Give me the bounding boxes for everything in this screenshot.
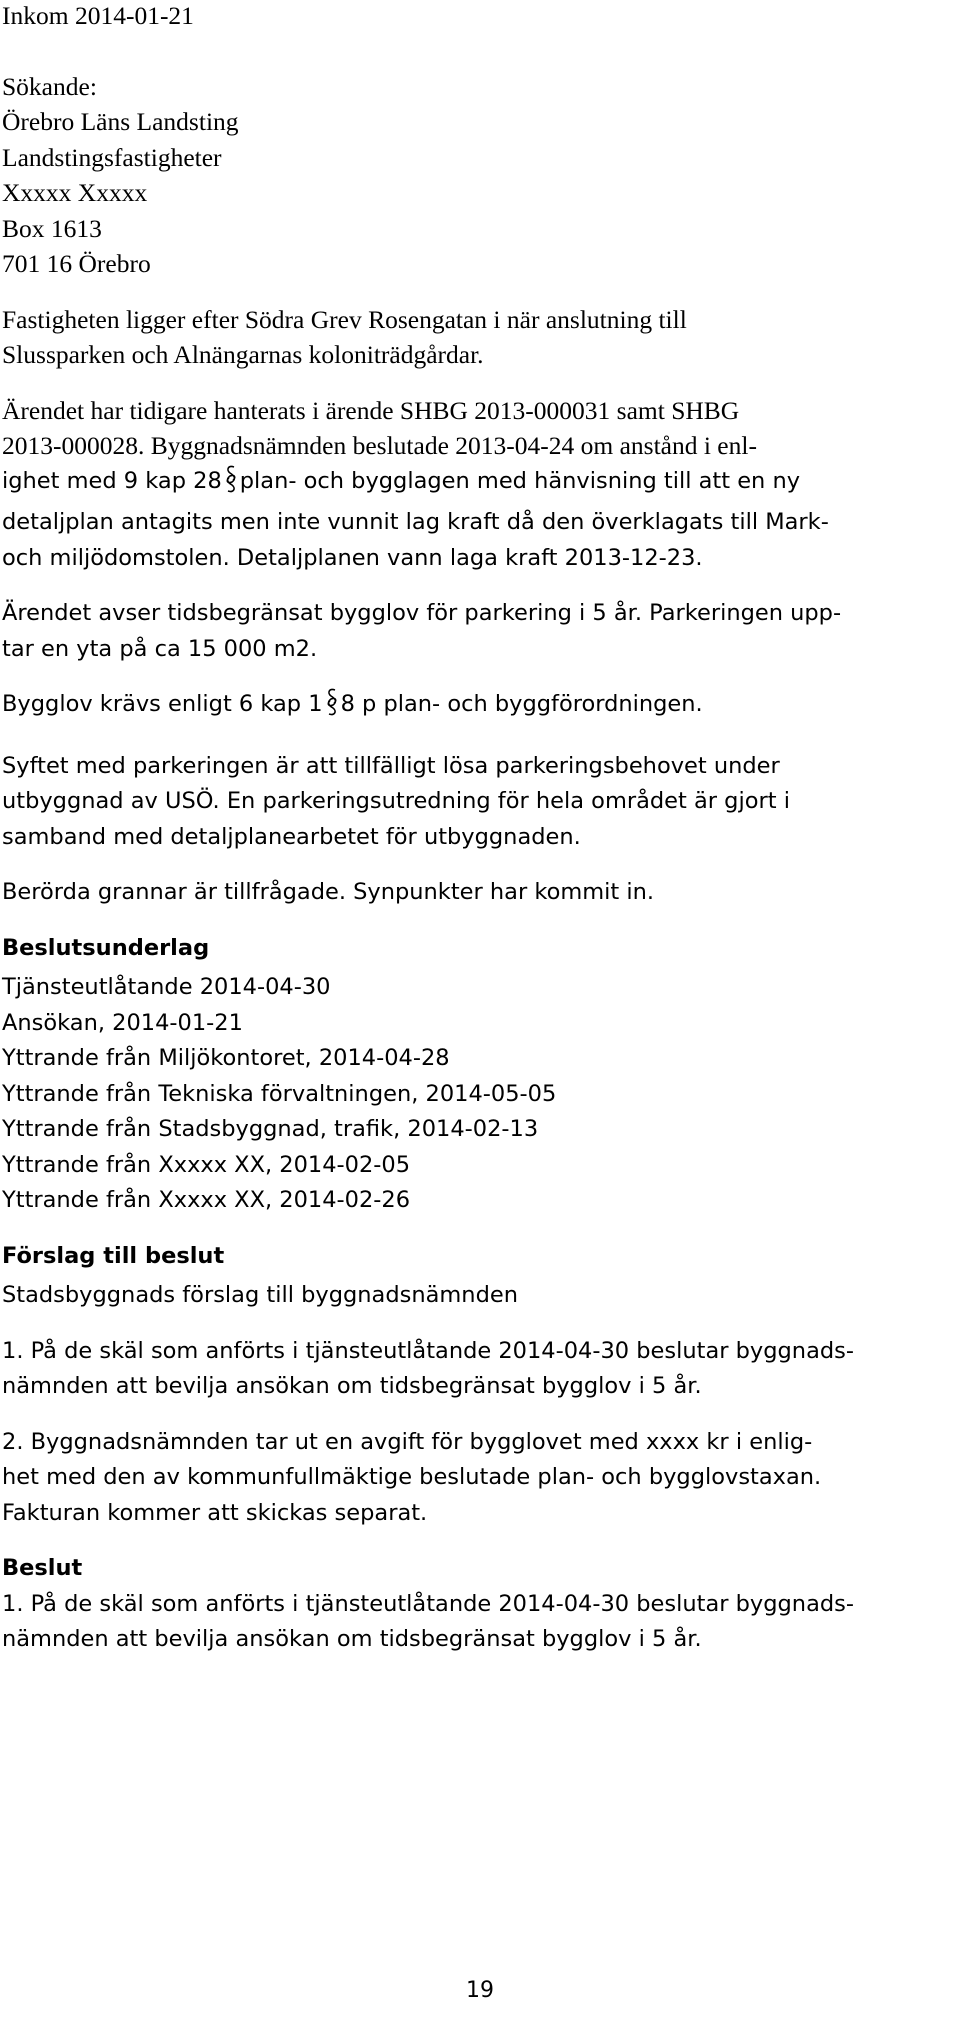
decision-item-line: 1. På de skäl som anförts i tjänsteutlåtande 2014-04-30 beslutar byggnads- xyxy=(2,1590,854,1617)
proposal-item-line: 1. På de skäl som anförts i tjänsteutlåtande 2014-04-30 beslutar byggnads- xyxy=(2,1337,854,1364)
applicant-line: Box 1613 xyxy=(2,213,102,243)
location-line: Slussparken och Alnängarnas koloniträdgårdar. xyxy=(2,340,484,369)
proposal-subheading: Stadsbyggnads förslag till byggnadsnämnden xyxy=(2,1282,518,1308)
scope-line: Ärendet avser tidsbegränsat bygglov för parkering i 5 år. Parkeringen upp- xyxy=(2,600,842,626)
permit-text: Bygglov krävs enligt 6 kap 1 xyxy=(2,691,323,717)
purpose-paragraph xyxy=(2,749,952,856)
location-line: Fastigheten ligger efter Södra Grev Rosengatan i när anslutning till xyxy=(2,304,687,334)
applicant-line: 701 16 Örebro xyxy=(2,249,151,278)
applicant-block xyxy=(2,69,952,282)
basis-item: Yttrande från Xxxxx XX, 2014-02-05 xyxy=(2,1151,411,1178)
applicant-label: Sökande: xyxy=(2,71,97,101)
section-sign-icon xyxy=(224,464,238,506)
basis-item: Yttrande från Tekniska förvaltningen, 2014-05-05 xyxy=(2,1080,557,1107)
proposal-item-line: 2. Byggnadsnämnden tar ut en avgift för bygglovet med xxxx kr i enlig- xyxy=(2,1428,813,1455)
purpose-line: Syftet med parkeringen är att tillfälligt lösa parkeringsbehovet under xyxy=(2,752,780,779)
location-paragraph xyxy=(2,302,952,373)
applicant-line: Örebro Läns Landsting xyxy=(2,107,239,136)
permit-text: 8 p plan- och byggförordningen. xyxy=(340,691,703,717)
section-sign-icon xyxy=(325,687,339,729)
basis-item: Tjänsteutlåtande 2014-04-30 xyxy=(2,974,331,1000)
history-line: Ärendet har tidigare hanterats i ärende SHBG 2013-000031 samt SHBG xyxy=(2,395,740,425)
page-number: 19 xyxy=(466,1978,494,2003)
purpose-line: samband med detaljplanearbetet för utbyggnaden. xyxy=(2,823,581,850)
permit-paragraph xyxy=(2,687,952,729)
scope-paragraph xyxy=(2,596,952,667)
history-line: detaljplan antagits men inte vunnit lag kraft då den överklagats till Mark- xyxy=(2,509,829,535)
proposal-item-line: Fakturan kommer att skickas separat. xyxy=(2,1499,428,1526)
purpose-line: utbyggnad av USÖ. En parkeringsutredning för hela området är gjort i xyxy=(2,788,790,814)
basis-item: Yttrande från Stadsbyggnad, trafik, 2014-02-13 xyxy=(2,1116,539,1142)
scope-line: tar en yta på ca 15 000 m2. xyxy=(2,635,318,662)
proposal-item-line: het med den av kommunfullmäktige beslutade plan- och bygglovstaxan. xyxy=(2,1464,822,1490)
applicant-line: Xxxxx Xxxxx xyxy=(2,178,148,207)
proposal-item-2 xyxy=(2,1425,952,1532)
history-paragraph xyxy=(2,393,952,577)
proposal-heading: Förslag till beslut xyxy=(2,1242,225,1269)
neighbours-paragraph: Berörda grannar är tillfrågade. Synpunkter har kommit in. xyxy=(2,879,655,905)
decision-item-1 xyxy=(2,1587,952,1658)
history-line: och miljödomstolen. Detaljplanen vann laga kraft 2013-12-23. xyxy=(2,544,703,571)
history-line: 2013-000028. Byggnadsnämnden beslutade 2013-04-24 om anstånd i enl- xyxy=(2,431,757,460)
proposal-item-1 xyxy=(2,1334,952,1405)
basis-item: Yttrande från Miljökontoret, 2014-04-28 xyxy=(2,1045,450,1071)
received-date: Inkom 2014-01-21 xyxy=(2,1,194,30)
history-line-part: plan- och bygglagen med hänvisning till att en ny xyxy=(239,467,801,494)
basis-item: Ansökan, 2014-01-21 xyxy=(2,1009,243,1036)
decision-item-line: nämnden att bevilja ansökan om tidsbegränsat bygglov i 5 år. xyxy=(2,1626,702,1652)
proposal-item-line: nämnden att bevilja ansökan om tidsbegränsat bygglov i 5 år. xyxy=(2,1373,702,1399)
applicant-line: Landstingsfastigheter xyxy=(2,142,222,172)
decision-heading: Beslut xyxy=(2,1555,83,1581)
history-line xyxy=(2,464,952,506)
basis-item: Yttrande från Xxxxx XX, 2014-02-26 xyxy=(2,1187,411,1213)
history-line-part: ighet med 9 kap 28 xyxy=(2,467,222,494)
basis-heading: Beslutsunderlag xyxy=(2,934,210,961)
basis-list xyxy=(2,970,952,1219)
